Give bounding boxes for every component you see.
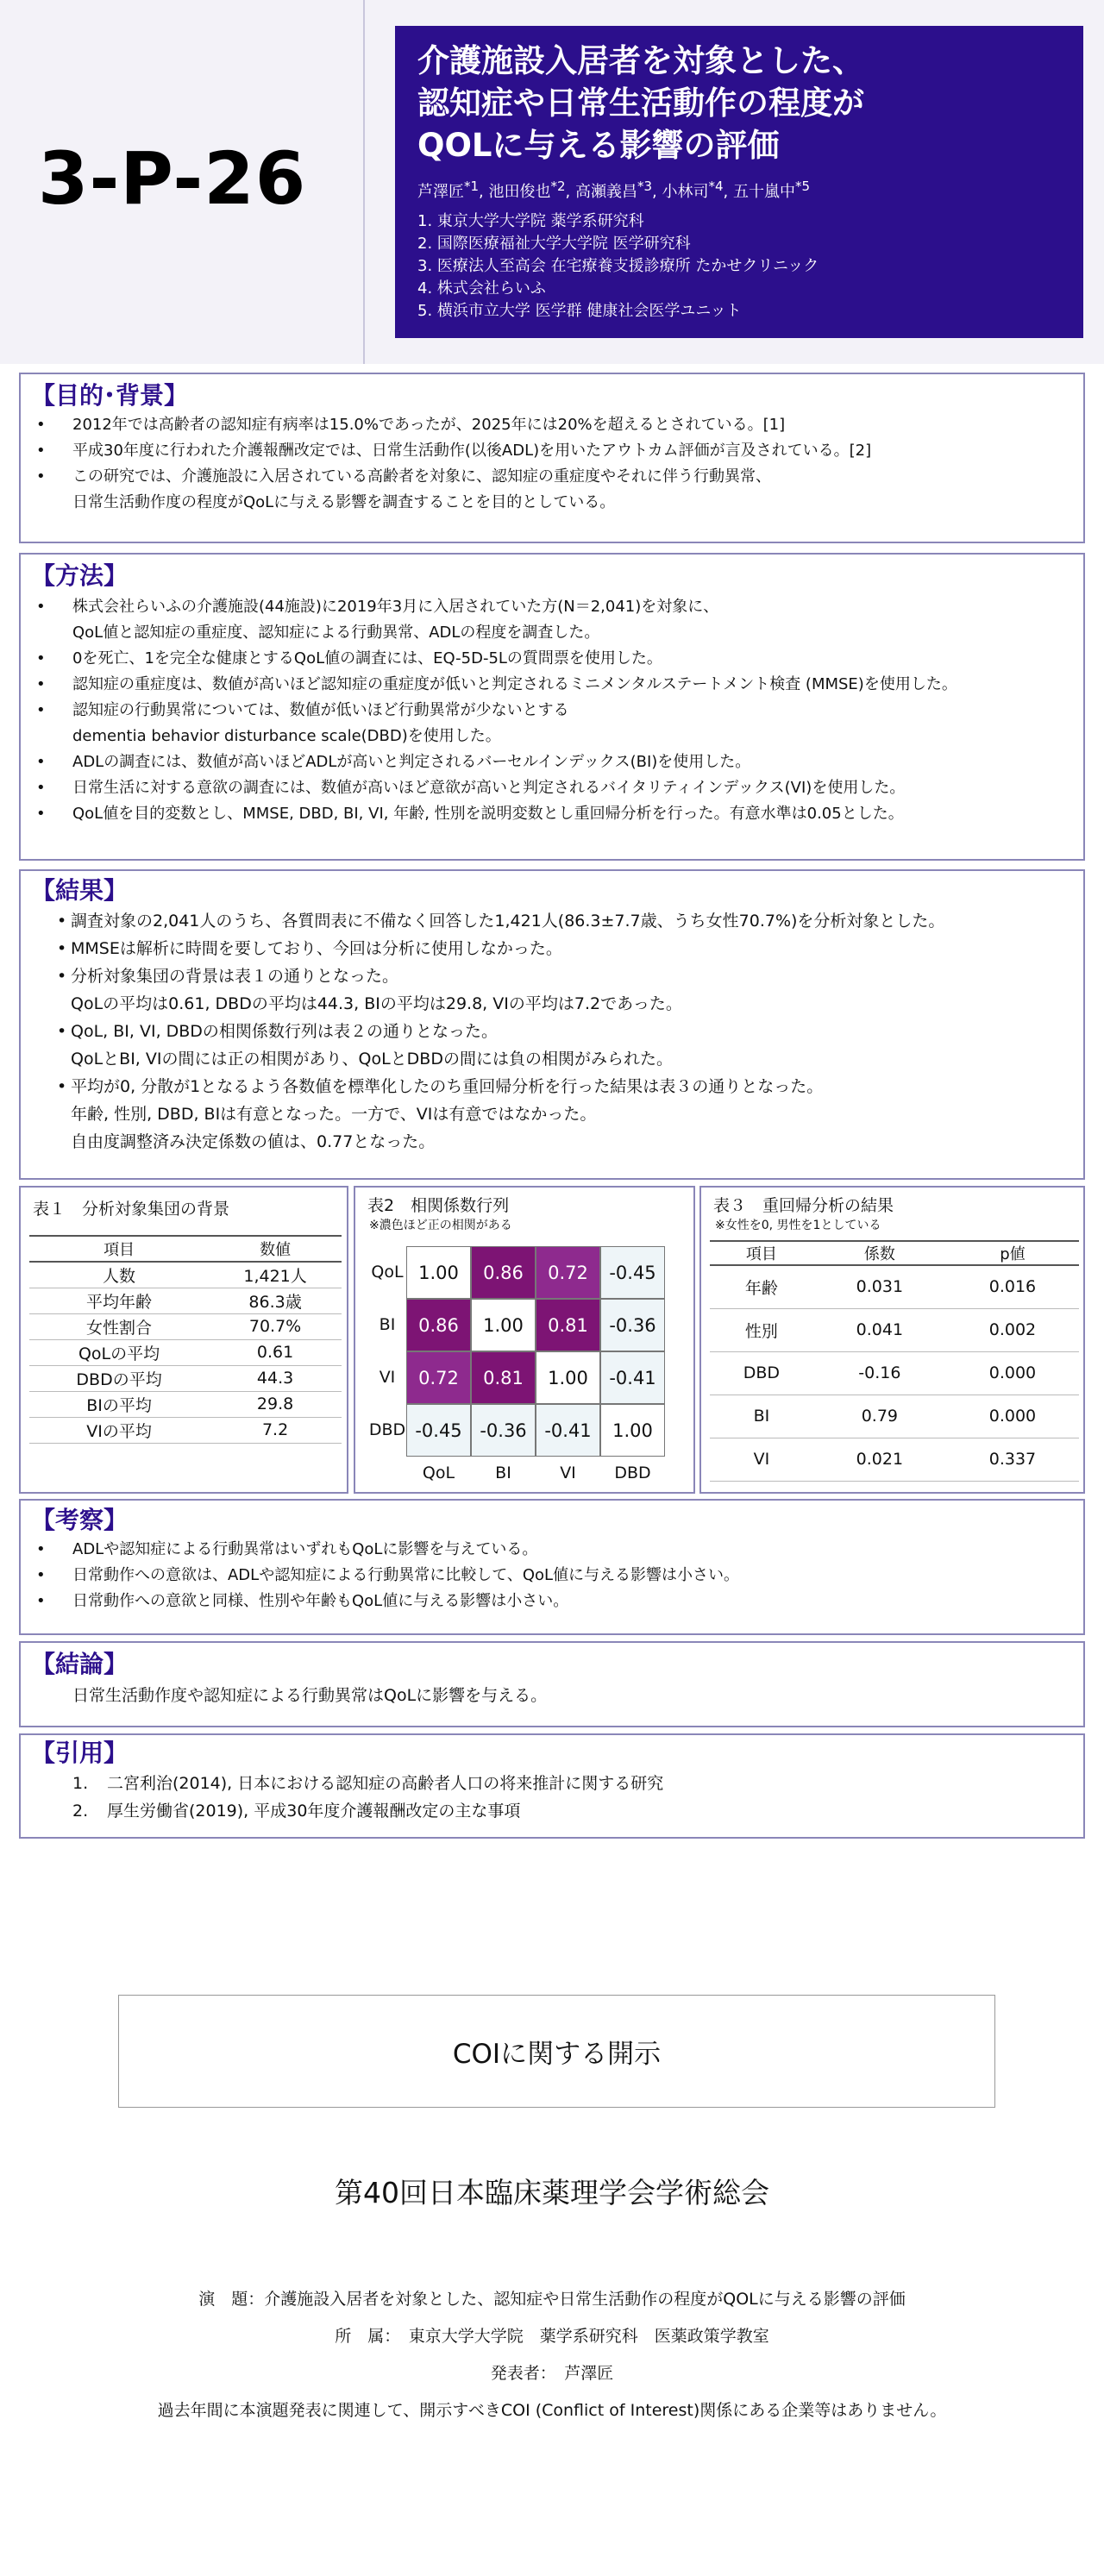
matrix-cell: 1.00: [406, 1246, 471, 1299]
column-header: 係数: [813, 1241, 946, 1265]
bullet-text: • 認知症の重症度は、数値が高いほど認知症の重症度が低いと判定されるミニメンタルステートメント検査 (MMSE)を使用した。: [72, 675, 957, 693]
bullet-text: dementia behavior disturbance scale(DBD)を使用した。: [72, 727, 501, 745]
table2-panel: [354, 1186, 695, 1494]
table-cell: 0.041: [813, 1308, 946, 1351]
table-cell: VIの平均: [29, 1417, 209, 1443]
bullet-text: • 平均が0, 分散が1となるよう各数値を標準化したのち重回帰分析を行った結果は表３の通りとなった。: [71, 1077, 824, 1096]
title-box: [395, 26, 1083, 338]
table2-caption: 表2 相関係数行列: [367, 1196, 510, 1215]
table-cell: 0.79: [813, 1395, 946, 1438]
background-section: [19, 373, 1085, 543]
table-row: [29, 1313, 342, 1339]
reference-text: 二宮利治(2014), 日本における認知症の高齢者人口の将来推計に関する研究: [107, 1774, 664, 1793]
bullet-item: [72, 646, 1075, 672]
bullet-item: [72, 775, 1075, 801]
matrix-cell: 0.72: [536, 1246, 600, 1299]
bullet-item: [71, 962, 1075, 1018]
coi-line: 発表者： 芦澤匠: [490, 2364, 614, 2383]
table-row: [29, 1339, 342, 1365]
column-header: 項目: [710, 1241, 813, 1265]
table-cell: 0.021: [813, 1438, 946, 1481]
table-header-row: [29, 1236, 342, 1262]
bullet-item: [72, 1537, 1075, 1563]
bullet-text: QoLとBI, VIの間には正の相関があり、QoLとDBDの間には負の相関がみられた。: [71, 1050, 673, 1069]
discussion-section: [19, 1499, 1085, 1635]
table-row: [29, 1262, 342, 1288]
bullet-item: [72, 749, 1075, 775]
matrix-col-label: QoL: [422, 1463, 455, 1482]
background-heading: 【目的･背景】: [31, 381, 189, 410]
author-name: 小林司: [662, 183, 709, 201]
table-cell: 86.3歳: [209, 1288, 342, 1313]
bullet-item: [72, 1589, 1075, 1614]
conclusion-section: [19, 1641, 1085, 1727]
table-cell: 0.002: [946, 1308, 1079, 1351]
table-row: [710, 1351, 1079, 1395]
bullet-item: [72, 698, 1075, 749]
bullet-item: [72, 594, 1075, 646]
bullet-text: • QoL, BI, VI, DBDの相関係数行列は表２の通りとなった。: [71, 1022, 498, 1041]
table-cell: 年齢: [710, 1265, 813, 1308]
title-line-2: 認知症や日常生活動作の程度が: [417, 85, 864, 122]
matrix-row-label: DBD: [368, 1420, 406, 1439]
bullet-text: • ADLの調査には、数値が高いほどADLが高いと判定されるバーセルインデックス(BI)を使用した。: [72, 753, 751, 771]
table-header-row: [710, 1241, 1079, 1265]
matrix-row-label: BI: [379, 1315, 396, 1334]
coi-line: 所 属： 東京大学大学院 薬学系研究科 医薬政策学教室: [335, 2327, 769, 2346]
affiliation: 2. 国際医療福祉大学大学院 医学研究科: [417, 235, 691, 253]
matrix-cell: 0.86: [471, 1246, 536, 1299]
coi-line: 演 題：介護施設入居者を対象とした、認知症や日常生活動作の程度がQOLに与える影響の評価: [198, 2290, 906, 2309]
table-row: [29, 1417, 342, 1443]
matrix-cell: -0.41: [600, 1351, 665, 1404]
table-cell: 29.8: [209, 1391, 342, 1417]
affiliation: 5. 横浜市立大学 医学群 健康社会医学ユニット: [417, 302, 742, 320]
congress-name: 第40回日本臨床薬理学会学術総会: [335, 2176, 769, 2209]
table-cell: 0.016: [946, 1265, 1079, 1308]
bullet-text: QoL値と認知症の重症度、認知症による行動異常、ADLの程度を調査した。: [72, 624, 600, 642]
table1-panel: [19, 1186, 348, 1494]
column-header: 数値: [209, 1236, 342, 1262]
affiliation: 1. 東京大学大学院 薬学系研究科: [417, 212, 644, 230]
bullet-text: 年齢, 性別, DBD, BIは有意となった。一方で、VIは有意ではなかった。: [71, 1105, 597, 1124]
matrix-col-label: DBD: [614, 1463, 651, 1482]
table-cell: 女性割合: [29, 1313, 209, 1339]
discussion-heading: 【考察】: [31, 1506, 129, 1534]
results-bullets: [21, 907, 1083, 1156]
table3: [710, 1240, 1079, 1482]
author-name: 五十嵐中: [733, 183, 795, 201]
conclusion-text: 日常生活動作度や認知症による行動異常はQoLに影響を与える。: [72, 1686, 548, 1705]
table-cell: 7.2: [209, 1417, 342, 1443]
matrix-cell: 1.00: [600, 1404, 665, 1457]
coi-line: 過去年間に本演題発表に関連して、開示すべきCOI (Conflict of Interest)関係にある企業等はありません。: [157, 2401, 947, 2420]
coi-title: COIに関する開示: [452, 2039, 662, 2070]
table2-note: ※濃色ほど正の相関がある: [369, 1219, 512, 1232]
bullet-item: [71, 1073, 1075, 1156]
table-row: [710, 1265, 1079, 1308]
results-heading: 【結果】: [31, 876, 129, 905]
reference-number: 1.: [72, 1774, 89, 1793]
table-row: [29, 1365, 342, 1391]
discussion-bullets: [21, 1537, 1083, 1614]
table-cell: 0.000: [946, 1395, 1079, 1438]
references-list: [21, 1770, 1083, 1825]
bullet-text: • 日常動作への意欲と同様、性別や年齢もQoL値に与える影響は小さい。: [72, 1592, 569, 1610]
table-cell: VI: [710, 1438, 813, 1481]
bullet-item: [72, 1563, 1075, 1589]
table-cell: 0.61: [209, 1339, 342, 1365]
references-section: [19, 1733, 1085, 1839]
reference-item: [72, 1770, 1083, 1797]
table-row: [710, 1438, 1079, 1481]
table-cell: 0.000: [946, 1351, 1079, 1395]
coi-title-box: [118, 1995, 995, 2108]
author-affil-mark: *4: [708, 179, 724, 194]
bullet-item: [71, 935, 1075, 962]
matrix-cell: -0.36: [471, 1404, 536, 1457]
table1-caption: 表１ 分析対象集団の背景: [33, 1200, 230, 1219]
author-name: 池田俊也: [488, 183, 551, 201]
affiliation: 3. 医療法人至高会 在宅療養支援診療所 たかせクリニック: [417, 257, 819, 275]
bullet-text: • 2012年では高齢者の認知症有病率は15.0%であったが、2025年には20%を超えるとされている。[1]: [72, 416, 786, 434]
table-cell: DBDの平均: [29, 1365, 209, 1391]
poster-id: 3-P-26: [38, 136, 307, 221]
references-heading: 【引用】: [31, 1739, 129, 1767]
bullet-item: [72, 672, 1075, 698]
matrix-cell: -0.45: [600, 1246, 665, 1299]
author-name: 芦澤匠: [417, 183, 464, 201]
methods-heading: 【方法】: [31, 561, 129, 590]
reference-text: 厚生労働省(2019), 平成30年度介護報酬改定の主な事項: [107, 1802, 521, 1821]
table-cell: -0.16: [813, 1351, 946, 1395]
bullet-text: • QoL値を目的変数とし、MMSE, DBD, BI, VI, 年齢, 性別を説明変数とし重回帰分析を行った。有意水準は0.05とした。: [72, 805, 904, 823]
table-cell: 44.3: [209, 1365, 342, 1391]
bullet-text: QoLの平均は0.61, DBDの平均は44.3, BIの平均は29.8, VIの平均は7.2であった。: [71, 994, 682, 1013]
matrix-cell: 0.81: [536, 1299, 600, 1351]
table-cell: BI: [710, 1395, 813, 1438]
coi-disclosure: [0, 2281, 1104, 2429]
bullet-text: • 0を死亡、1を完全な健康とするQoL値の調査には、EQ-5D-5Lの質問票を使用した。: [72, 649, 662, 668]
table-row: [29, 1288, 342, 1313]
table-row: [29, 1391, 342, 1417]
methods-bullets: [21, 592, 1083, 827]
matrix-cell: -0.36: [600, 1299, 665, 1351]
bullet-text: MMSEは解析に時間を要しており、今回は分析に使用しなかった。: [71, 939, 562, 958]
matrix-cell: -0.45: [406, 1404, 471, 1457]
table3-panel: [699, 1186, 1085, 1494]
title-line-1: 介護施設入居者を対象とした、: [417, 42, 864, 79]
table3-caption: 表３ 重回帰分析の結果: [713, 1196, 894, 1215]
matrix-cell: 1.00: [471, 1299, 536, 1351]
table-cell: 性別: [710, 1308, 813, 1351]
bullet-text: 自由度調整済み決定係数の値は、0.77となった。: [71, 1132, 436, 1151]
bullet-item: [72, 464, 1075, 516]
bullet-text: • 日常生活に対する意欲の調査には、数値が高いほど意欲が高いと判定されるバイタリティインデックス(VI)を使用した。: [72, 779, 906, 797]
author-affil-mark: *5: [795, 179, 811, 194]
bullet-text: • 認知症の行動異常については、数値が低いほど行動異常が少ないとする: [72, 701, 569, 719]
table-cell: 平均年齢: [29, 1288, 209, 1313]
bullet-item: [71, 1018, 1075, 1073]
bullet-item: [71, 907, 1075, 935]
column-header: 項目: [29, 1236, 209, 1262]
conclusion-heading: 【結論】: [31, 1650, 129, 1678]
bullet-item: [72, 438, 1075, 464]
reference-number: 2.: [72, 1802, 89, 1821]
table-cell: 0.337: [946, 1438, 1079, 1481]
table-cell: DBD: [710, 1351, 813, 1395]
table-cell: QoLの平均: [29, 1339, 209, 1365]
poster-id-panel: [0, 0, 365, 364]
table-cell: BIの平均: [29, 1391, 209, 1417]
author-affil-mark: *3: [637, 179, 653, 194]
bullet-text: • 株式会社らいふの介護施設(44施設)に2019年3月に入居されていた方(N＝2,041)を対象に、: [72, 598, 719, 616]
table3-note: ※女性を0, 男性を1としている: [715, 1219, 881, 1232]
bullet-text: • この研究では、介護施設に入居されている高齢者を対象に、認知症の重症度やそれに伴う行動異常、: [72, 467, 771, 486]
author-name: 高瀬義昌: [575, 183, 637, 201]
bullet-item: [72, 412, 1075, 438]
matrix-cell: 0.86: [406, 1299, 471, 1351]
matrix-row-label: VI: [379, 1368, 396, 1387]
bullet-text: • 分析対象集団の背景は表１の通りとなった。: [71, 967, 399, 986]
table-row: [710, 1395, 1079, 1438]
table-cell: 人数: [29, 1262, 209, 1288]
matrix-cell: -0.41: [536, 1404, 600, 1457]
author-list: 芦澤匠$^{*1}$, 池田俊也$^{*2}$, 高瀬義昌$^{*3}$, 小林司$^{*4}$, 五十嵐中$^{*5}$: [417, 179, 811, 201]
affiliation: 4. 株式会社らいふ: [417, 279, 546, 298]
matrix-col-label: VI: [560, 1463, 576, 1482]
bullet-text: 日常生活動作度の程度がQoLに与える影響を調査することを目的としている。: [72, 493, 616, 511]
author-affil-mark: *1: [464, 179, 480, 194]
table1: [29, 1235, 342, 1444]
bullet-text: • 平成30年度に行われた介護報酬改定では、日常生活動作(以後ADL)を用いたアウトカム評価が言及されている。[2]: [72, 442, 872, 460]
matrix-cell: 0.81: [471, 1351, 536, 1404]
table-cell: 1,421人: [209, 1262, 342, 1288]
background-bullets: [21, 412, 1083, 516]
reference-item: [72, 1797, 1083, 1825]
table-cell: 70.7%: [209, 1313, 342, 1339]
results-section: [19, 869, 1085, 1180]
matrix-cell: 0.72: [406, 1351, 471, 1404]
bullet-text: • 日常動作への意欲は、ADLや認知症による行動異常に比較して、QoL値に与える影響は小さい。: [72, 1566, 740, 1584]
bullet-item: [72, 801, 1075, 827]
affiliation-list: [417, 210, 1061, 323]
table-cell: 0.031: [813, 1265, 946, 1308]
author-affil-mark: *2: [550, 179, 566, 194]
bullet-text: 調査対象の2,041人のうち、各質問表に不備なく回答した1,421人(86.3±7.7歳、うち女性70.7%)を分析対象とした。: [71, 912, 945, 931]
matrix-cell: 1.00: [536, 1351, 600, 1404]
bullet-text: • ADLや認知症による行動異常はいずれもQoLに影響を与えている。: [72, 1540, 538, 1558]
matrix-col-label: BI: [495, 1463, 511, 1482]
methods-section: [19, 553, 1085, 861]
title-line-3: QOLに与える影響の評価: [417, 127, 780, 164]
column-header: p値: [946, 1241, 1079, 1265]
matrix-row-label: QoL: [371, 1263, 404, 1282]
table-row: [710, 1308, 1079, 1351]
